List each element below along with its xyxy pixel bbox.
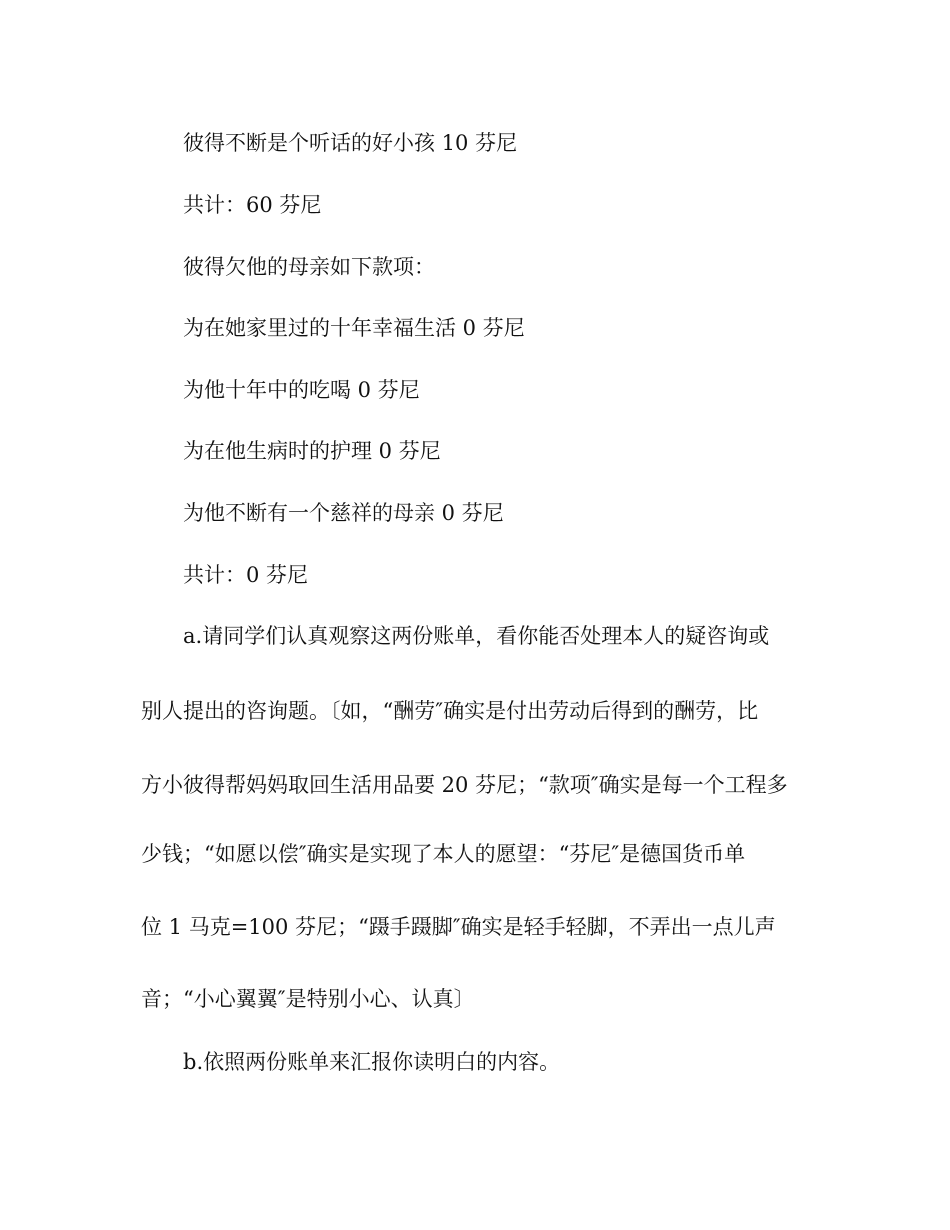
text-line: 共计：0 芬尼: [183, 563, 309, 587]
text-line: 位 1 马克=100 芬尼；“蹑手蹑脚″确实是轻手轻脚，不弄出一点儿声: [141, 915, 776, 939]
text-line: 方小彼得帮妈妈取回生活用品要 20 芬尼；“款项″确实是每一个工程多: [141, 773, 788, 797]
text-line: 为他十年中的吃喝 0 芬尼: [183, 378, 420, 402]
text-line: 彼得不断是个听话的好小孩 10 芬尼: [183, 131, 518, 155]
text-line: 音；“小心翼翼″是特别小心、认真〕: [141, 987, 475, 1011]
text-line: 别人提出的咨询题。〔如，“酬劳″确实是付出劳动后得到的酬劳，比: [141, 699, 759, 723]
text-line: 共计：60 芬尼: [183, 193, 322, 217]
text-line: 彼得欠他的母亲如下款项：: [183, 255, 435, 279]
text-line: a.请同学们认真观察这两份账单，看你能否处理本人的疑咨询或: [183, 624, 770, 648]
text-line: 为在他生病时的护理 0 芬尼: [183, 439, 441, 463]
text-line: 为他不断有一个慈祥的母亲 0 芬尼: [183, 501, 504, 525]
text-line: 为在她家里过的十年幸福生活 0 芬尼: [183, 316, 525, 340]
text-line: 少钱；“如愿以偿″确实是实现了本人的愿望：“芬尼″是德国货币单: [141, 842, 746, 866]
text-line: b.依照两份账单来汇报你读明白的内容。: [183, 1050, 561, 1074]
